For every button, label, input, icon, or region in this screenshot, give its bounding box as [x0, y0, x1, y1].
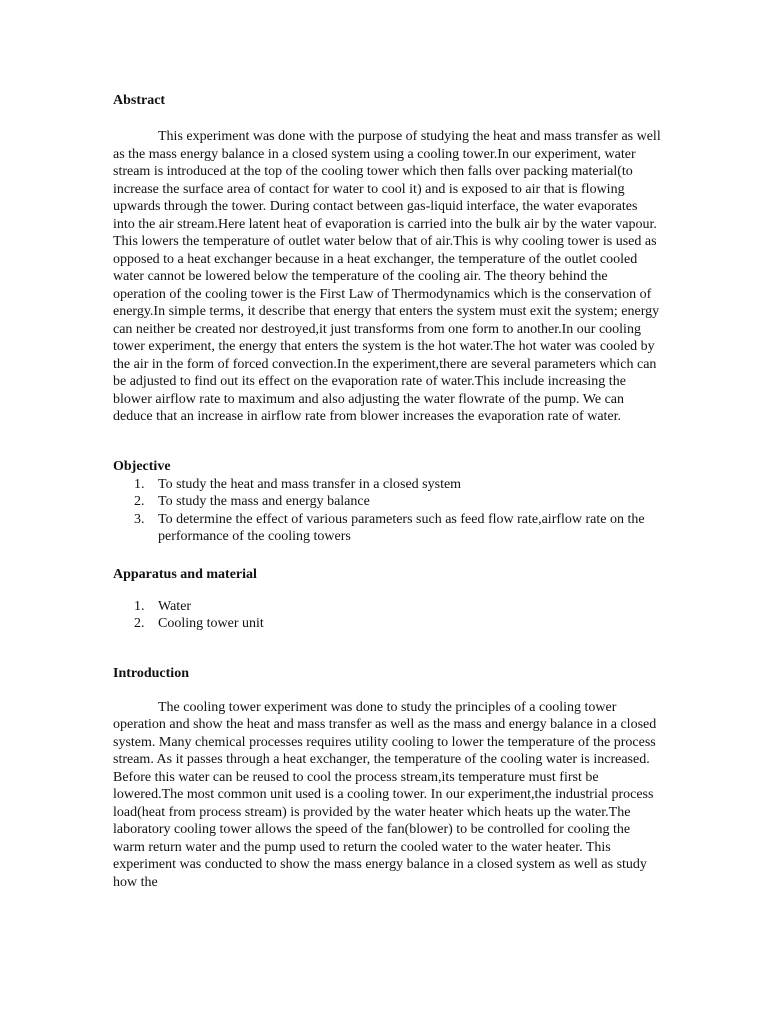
list-item-number: 2.	[134, 494, 145, 509]
list-item-number: 2.	[134, 616, 145, 631]
list-item	[113, 615, 661, 633]
objective-heading: Objective	[113, 458, 171, 474]
list-item-number: 1.	[134, 476, 145, 492]
list-item-text: To determine the effect of various parameters such as feed flow rate,airflow rate on the performance of the cooling towers	[158, 511, 645, 544]
apparatus-heading: Apparatus and material	[113, 566, 257, 582]
list-item	[113, 493, 661, 511]
abstract-body: This experiment was done with the purpose of studying the heat and mass transfer as well as the mass energy balance in a closed system using a cooling tower.In our experiment, water stream is introduced at the top of the cooling tower which then falls over packing material(to increase the surface area of contact for water to cool it) and is exposed to air that is flowing upwards through the tower. During contact between gas-liquid interface, the water evaporates into the air stream.Here latent heat of evaporation is carried into the bulk air by the water vapour. This lowers the temperature of outlet water below that of air.This is why cooling tower is used as opposed to a heat exchanger because in a heat exchanger, the temperature of the outlet cooled water cannot be lowered below the temperature of the cooling air. The theory behind the operation of the cooling tower is the First Law of Thermodynamics which is the conservation of energy.In simple terms, it describe that energy that enters the system must exit the system; energy can neither be created nor destroyed,it just transforms from one form to another.In our cooling tower experiment, the energy that enters the system is the hot water.The hot water was cooled by the air in the form of forced convection.In the experiment,there are several parameters which can be adjusted to find out its effect on the evaporation rate of water.This include increasing the blower airflow rate to maximum and also adjusting the water flowrate of the pump. We can deduce that an increase in airflow rate from blower increases the evaporation rate of water.	[113, 129, 661, 424]
list-item-text: Cooling tower unit	[158, 616, 264, 631]
introduction-body: The cooling tower experiment was done to study the principles of a cooling tower operation and show the heat and mass transfer as well as the mass and energy balance in a closed system. Many chemical processes requires utility cooling to lower the temperature of the process stream. As it passes through a heat exchanger, the temperature of the cooling water is increased. Before this water can be reused to cool the process stream,its temperature must first be lowered.The most common unit used is a cooling tower. In our experiment,the industrial process load(heat from process stream) is provided by the water heater which heats up the water.The laboratory cooling tower allows the speed of the fan(blower) to be controlled for cooling the warm return water and the pump used to return the cooled water to the water heater. This experiment was conducted to show the mass energy balance in a closed system as well as study how the	[113, 699, 657, 890]
list-item-text: To study the heat and mass transfer in a closed system	[158, 476, 462, 492]
list-item-number: 3.	[134, 511, 145, 527]
list-item	[113, 598, 661, 616]
objective-list	[113, 476, 661, 546]
list-item-number: 1.	[134, 598, 145, 614]
list-item-text: To study the mass and energy balance	[158, 494, 370, 509]
abstract-heading: Abstract	[113, 93, 166, 108]
list-item	[113, 476, 661, 494]
apparatus-list	[113, 598, 661, 633]
introduction-heading: Introduction	[113, 665, 189, 681]
list-item	[113, 511, 661, 546]
list-item-text: Water	[158, 598, 192, 614]
document-page	[113, 90, 661, 891]
